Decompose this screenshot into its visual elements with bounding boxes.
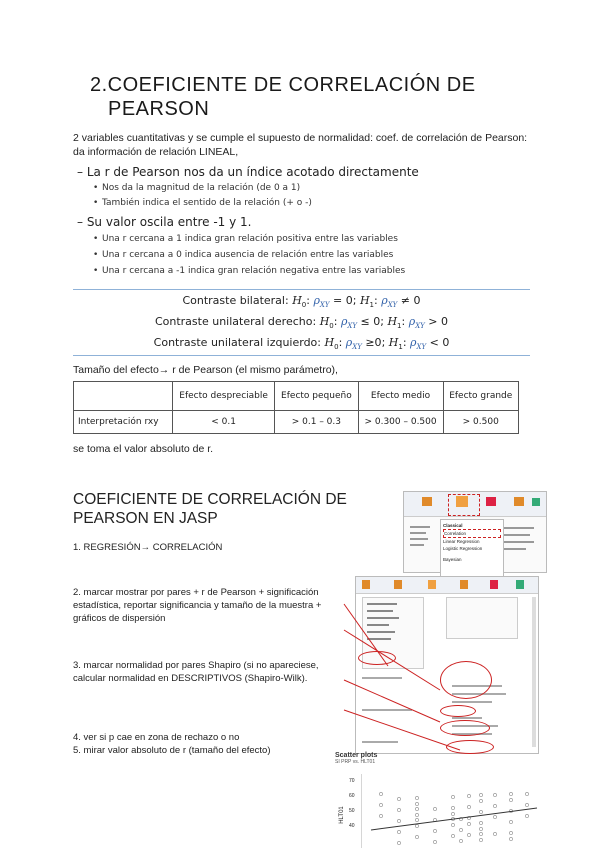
jasp-section-title bbox=[73, 490, 347, 528]
dash1-bullet-1: • Nos da la magnitud de la relación (de 0 a 1) bbox=[102, 183, 300, 193]
scatter-point bbox=[451, 795, 454, 798]
scatter-point bbox=[479, 827, 482, 830]
effect-table bbox=[73, 381, 519, 434]
scatter-point bbox=[479, 821, 482, 824]
regression-line bbox=[371, 808, 537, 830]
scatter-point bbox=[509, 837, 512, 840]
ribbon-icon bbox=[486, 497, 496, 506]
scatter-point bbox=[451, 834, 454, 837]
ribbon-icon bbox=[532, 498, 540, 506]
scatter-point bbox=[467, 833, 470, 836]
right-list bbox=[504, 522, 542, 568]
dash2-bullet-1: • Una r cercana a 1 indica gran relación positiva entre las variables bbox=[102, 234, 398, 244]
scatter-title: Scatter plots bbox=[335, 752, 378, 759]
menu-item-correlation[interactable]: Correlation bbox=[443, 529, 501, 538]
scatter-point bbox=[509, 792, 512, 795]
effect-intro: Tamaño del efecto→ r de Pearson (el mismo parámetro), bbox=[73, 364, 338, 376]
table-header-row bbox=[74, 382, 519, 411]
header-cell: Efecto medio bbox=[358, 382, 443, 411]
header-cell: Efecto grande bbox=[443, 382, 519, 411]
scatter-plot bbox=[335, 752, 545, 848]
hypothesis-bilateral: Contraste bilateral: $H_0$: $\rho_{XY} = 0$; $H_1$: $\rho_{XY} \ne 0$ bbox=[182, 294, 421, 310]
scatter-point bbox=[415, 818, 418, 821]
menu-item[interactable]: Logistic Regression bbox=[443, 546, 483, 551]
connector-lines bbox=[300, 590, 500, 760]
scatter-point bbox=[397, 797, 400, 800]
scatter-point bbox=[467, 822, 470, 825]
scatter-point bbox=[493, 832, 496, 835]
row-cell: > 0.500 bbox=[443, 411, 519, 434]
effect-note: se toma el valor absoluto de r. bbox=[73, 443, 214, 455]
scatter-point bbox=[379, 814, 382, 817]
scatter-point bbox=[479, 810, 482, 813]
menu-item[interactable]: Linear Regression bbox=[443, 539, 480, 544]
scatter-point bbox=[415, 824, 418, 827]
scatter-yticks: 70 60 50 40 bbox=[349, 778, 355, 829]
section-title-line2: PEARSON bbox=[108, 98, 210, 120]
blue-rule-2 bbox=[73, 355, 530, 356]
scatter-point bbox=[493, 793, 496, 796]
scatter-point bbox=[397, 841, 400, 844]
scatter-point bbox=[379, 803, 382, 806]
dash2-bullet-3: • Una r cercana a -1 indica gran relación negativa entre las variables bbox=[102, 266, 405, 276]
scatter-point bbox=[451, 806, 454, 809]
step-5: 5. mirar valor absoluto de r (tamaño del efecto) bbox=[73, 745, 271, 756]
scatter-subtitle: SI PRP vs. HLT01 bbox=[335, 759, 376, 765]
jasp-menu-screenshot bbox=[403, 491, 547, 573]
step-3: 3. marcar normalidad por pares Shapiro (si no apareciese, calcular normalidad en DESCRIPTIVOS (Shapiro-Wilk). bbox=[73, 660, 319, 684]
scatter-point bbox=[415, 802, 418, 805]
side-list bbox=[410, 522, 434, 568]
menu-item[interactable]: Classical bbox=[443, 523, 463, 528]
section-title bbox=[90, 73, 476, 121]
section-title-line1: 2.COEFICIENTE DE CORRELACIÓN DE bbox=[90, 74, 476, 96]
jasp-title-line1: COEFICIENTE DE CORRELACIÓN DE bbox=[73, 491, 347, 508]
dropdown-menu bbox=[440, 519, 504, 577]
header-cell: Efecto pequeño bbox=[275, 382, 358, 411]
scatter-point bbox=[525, 792, 528, 795]
ribbon-icon bbox=[514, 497, 524, 506]
step-1: 1. REGRESIÓN→ CORRELACIÓN bbox=[73, 542, 223, 553]
scatter-point bbox=[479, 793, 482, 796]
table-row bbox=[74, 411, 519, 434]
scatter-point bbox=[509, 798, 512, 801]
scatter-point bbox=[467, 794, 470, 797]
header-cell bbox=[74, 382, 173, 411]
dash-item-1: – La r de Pearson nos da un índice acotado directamente bbox=[77, 165, 419, 179]
step-2: 2. marcar mostrar por pares + r de Pearson + significación estadística, reportar significancia y tamaño de la muestra + gráficos de dispersión bbox=[73, 587, 322, 624]
dash-item-2: – Su valor oscila entre -1 y 1. bbox=[77, 215, 252, 229]
scatter-point bbox=[415, 813, 418, 816]
ribbon-icon bbox=[422, 497, 432, 506]
scatter-point bbox=[415, 796, 418, 799]
scatter-point bbox=[493, 815, 496, 818]
row-label: Interpretación rxy bbox=[74, 411, 173, 434]
dash1-bullet-2: • También indica el sentido de la relación (+ o -) bbox=[102, 198, 312, 208]
scatter-point bbox=[433, 807, 436, 810]
scatter-point bbox=[509, 820, 512, 823]
step-4: 4. ver si p cae en zona de rechazo o no bbox=[73, 732, 240, 743]
scatter-point bbox=[525, 814, 528, 817]
scatter-point bbox=[509, 831, 512, 834]
hypothesis-unilateral-left: Contraste unilateral izquierdo: $H_0$: $\rho_{XY} \ge 0$; $H_1$: $\rho_{XY} < 0$ bbox=[153, 336, 450, 352]
jasp-title-line2: PEARSON EN JASP bbox=[73, 510, 218, 527]
scatter-point bbox=[415, 835, 418, 838]
scatter-point bbox=[459, 828, 462, 831]
scatter-point bbox=[451, 823, 454, 826]
scatter-point bbox=[415, 807, 418, 810]
dash2-bullet-2: • Una r cercana a 0 indica ausencia de relación entre las variables bbox=[102, 250, 393, 260]
scatter-point bbox=[525, 803, 528, 806]
scatter-point bbox=[451, 812, 454, 815]
header-cell: Efecto despreciable bbox=[173, 382, 275, 411]
row-cell: > 0.1 – 0.3 bbox=[275, 411, 358, 434]
hypothesis-unilateral-right: Contraste unilateral derecho: $H_0$: $\rho_{XY} \le 0$; $H_1$: $\rho_{XY} > 0$ bbox=[154, 315, 449, 331]
row-cell: < 0.1 bbox=[173, 411, 275, 434]
scatter-point bbox=[397, 819, 400, 822]
scrollbar[interactable] bbox=[532, 597, 536, 747]
scatter-point bbox=[467, 805, 470, 808]
blue-rule bbox=[73, 289, 530, 290]
highlight-dashbox bbox=[448, 494, 480, 516]
intro-paragraph: 2 variables cuantitativas y se cumple el supuesto de normalidad: coef. de correlación de Pearson: da información de relación LINEAL, bbox=[73, 132, 528, 158]
scatter-point bbox=[493, 804, 496, 807]
scatter-point bbox=[433, 840, 436, 843]
menu-item[interactable]: Bayesian bbox=[443, 557, 462, 562]
scatter-points bbox=[361, 774, 541, 848]
scatter-point bbox=[379, 792, 382, 795]
scatter-point bbox=[433, 829, 436, 832]
scatter-point bbox=[479, 832, 482, 835]
scatter-point bbox=[479, 799, 482, 802]
row-cell: > 0.300 – 0.500 bbox=[358, 411, 443, 434]
scatter-point bbox=[397, 808, 400, 811]
scatter-ylabel: HLT01 bbox=[338, 806, 345, 824]
scatter-point bbox=[397, 830, 400, 833]
scatter-point bbox=[459, 839, 462, 842]
scatter-point bbox=[479, 838, 482, 841]
